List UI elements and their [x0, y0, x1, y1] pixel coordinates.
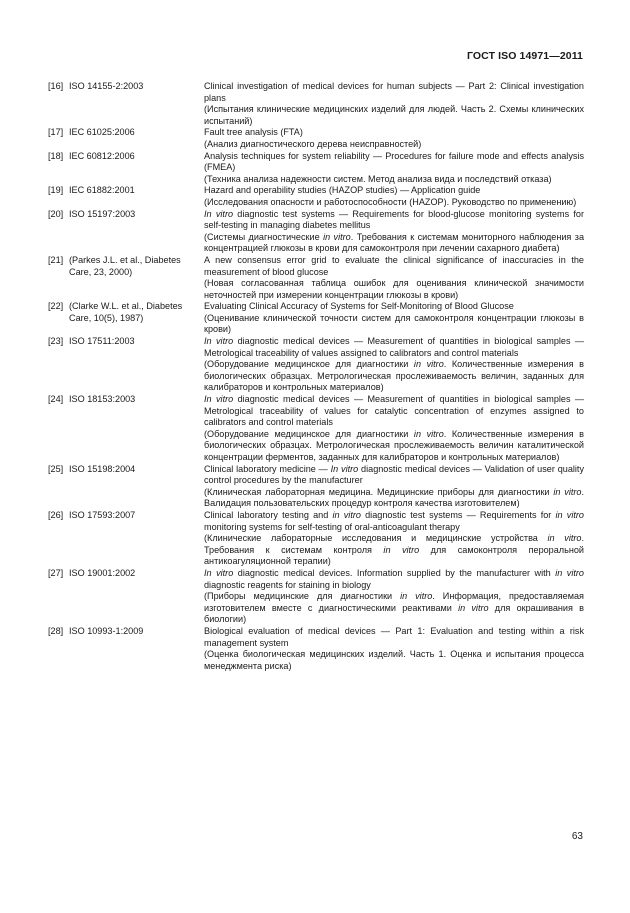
- bibliography-entry: [48, 301, 584, 336]
- standard-code: ISO 19001:2002: [69, 567, 136, 578]
- document-header: ГОСТ ISO 14971—2011: [466, 50, 583, 62]
- entry-label: [48, 127, 204, 150]
- text-segment: A new consensus error grid to evaluate the clinical significance of inaccuracies in the measurement of blood glucose: [204, 254, 584, 277]
- standard-code: IEC 61025:2006: [69, 127, 135, 138]
- text-segment: . Количественные измерения в биологических образцах. Метрологическая прослеживаемость величин, заданных для калибраторов и контрольных материалов): [204, 359, 584, 393]
- entry-text: [204, 185, 584, 208]
- text-segment: In vitro: [330, 463, 359, 474]
- entry-label: [48, 301, 204, 336]
- text-segment: diagnostic medical devices — Measurement of quantities in biological samples — Metrological traceability of values for catalytic concentration of enzymes assigned to calibrators and control materials: [204, 394, 585, 428]
- text-segment: Fault tree analysis (FTA): [204, 127, 303, 138]
- text-segment: Hazard and operability studies (HAZOP studies) — Application guide: [204, 185, 481, 196]
- entry-label: [48, 464, 204, 510]
- entry-label: [48, 394, 204, 464]
- entry-number: [24]: [48, 394, 64, 405]
- text-segment: in vitro: [555, 567, 584, 578]
- text-segment: diagnostic medical devices — Validation of user quality control procedures by the manufacturer: [204, 463, 584, 486]
- bibliography-entry: [48, 151, 584, 186]
- standard-code: ISO 18153:2003: [69, 394, 136, 405]
- text-segment: . Валидация пользовательских процедур контроля качества изготовителем): [204, 486, 584, 509]
- text-segment: diagnostic test systems — Requirements for blood-glucose monitoring systems for self-testing in managing diabetes mellitus: [204, 208, 584, 231]
- entry-text: [204, 255, 584, 301]
- entry-number: [23]: [48, 336, 64, 347]
- russian-title: [204, 533, 584, 568]
- entry-label: [48, 209, 204, 255]
- standard-code: (Parkes J.L. et al., Diabetes Care, 23, 2000): [69, 254, 181, 277]
- standard-code: IEC 61882:2001: [69, 185, 135, 196]
- text-segment: . Требования к системам контроля: [204, 533, 584, 555]
- entry-text: [204, 301, 584, 336]
- text-segment: (Системы диагностические: [204, 231, 324, 242]
- text-segment: (Оборудование медицинское для диагностики: [204, 359, 414, 370]
- entry-number: [19]: [48, 185, 64, 196]
- text-segment: . Требования к системам мониторного наблюдения за концентрацией глюкозы в крови для самоконтроля при лечении сахарного диабета): [204, 231, 585, 254]
- text-segment: Clinical investigation of medical devices for human subjects — Part 2: Clinical investigation plans: [204, 81, 584, 103]
- text-segment: (Клинические лабораторные исследования и медицинские устройства: [204, 533, 548, 544]
- entry-label: [48, 185, 204, 208]
- text-segment: Clinical laboratory medicine —: [204, 463, 331, 474]
- bibliography-entry: [48, 127, 584, 150]
- bibliography-entry: [48, 626, 584, 672]
- entry-number: [21]: [48, 254, 64, 265]
- text-segment: diagnostic medical devices — Measurement of quantities in biological samples — Metrological traceability of values assigned to calibrators and control materials: [204, 336, 585, 358]
- text-segment: in vitro: [413, 428, 444, 439]
- text-segment: (Новая согласованная таблица ошибок для оценивания клинической значимости неточностей при измерении концентрации глюкозы в крови): [204, 278, 584, 300]
- text-segment: Biological evaluation of medical devices — Part 1: Evaluation and testing within a risk management system: [204, 625, 584, 648]
- english-title: [204, 209, 584, 232]
- text-segment: (Клиническая лабораторная медицина. Медицинские приборы для диагностики: [204, 486, 554, 497]
- text-segment: (Оборудование медицинское для диагностики: [204, 428, 414, 439]
- russian-title: [204, 139, 584, 151]
- text-segment: monitoring systems for self-testing of oral-anticoagulant therapy: [204, 521, 460, 532]
- english-title: [204, 255, 584, 278]
- english-title: [204, 394, 584, 429]
- russian-title: [204, 278, 584, 301]
- entry-text: [204, 336, 584, 394]
- english-title: [204, 127, 584, 139]
- russian-title: [204, 359, 584, 394]
- text-segment: in vitro: [458, 602, 489, 613]
- english-title: [204, 336, 584, 359]
- text-segment: Clinical laboratory testing and: [204, 509, 333, 520]
- russian-title: [204, 104, 584, 127]
- russian-title: [204, 429, 584, 464]
- russian-title: [204, 174, 584, 186]
- entry-label: [48, 568, 204, 626]
- standard-code: ISO 14155-2:2003: [69, 81, 144, 91]
- entry-label: [48, 510, 204, 568]
- english-title: [204, 510, 584, 533]
- entry-text: [204, 394, 584, 464]
- text-segment: (Анализ диагностического дерева неисправностей): [204, 138, 422, 149]
- text-segment: (Оценка биологическая медицинских изделий. Часть 1. Оценка и испытания процесса менеджмента риска): [204, 649, 584, 671]
- entry-label: [48, 336, 204, 394]
- text-segment: in vitro: [332, 509, 361, 520]
- text-segment: Analysis techniques for system reliability — Procedures for failure mode and effects analysis (FMEA): [204, 150, 584, 173]
- english-title: [204, 81, 584, 104]
- text-segment: (Приборы медицинские для диагностики: [204, 591, 401, 602]
- standard-code: ISO 15197:2003: [69, 208, 136, 219]
- text-segment: In vitro: [204, 567, 234, 578]
- entry-number: [28]: [48, 625, 64, 636]
- text-segment: in vitro: [555, 509, 584, 520]
- russian-title: [204, 313, 584, 336]
- text-segment: In vitro: [204, 208, 234, 219]
- bibliography-entry: [48, 81, 584, 127]
- text-segment: . Информация, предоставляемая изготовителем вместе с диагностическими реактивами: [204, 591, 584, 613]
- entry-number: [26]: [48, 509, 64, 520]
- standard-code: ISO 10993-1:2009: [69, 625, 144, 636]
- text-segment: in vitro: [323, 231, 351, 242]
- entry-text: [204, 151, 584, 186]
- standard-code: (Clarke W.L. et al., Diabetes Care, 10(5), 1987): [69, 301, 183, 323]
- entry-label: [48, 151, 204, 186]
- entry-text: [204, 568, 584, 626]
- bibliography-entry: [48, 209, 584, 255]
- bibliography-list: [48, 81, 584, 672]
- entry-number: [25]: [48, 463, 64, 474]
- standard-code: ISO 17511:2003: [69, 336, 135, 347]
- english-title: [204, 464, 584, 487]
- entry-label: [48, 626, 204, 672]
- russian-title: [204, 487, 584, 510]
- text-segment: Evaluating Clinical Accuracy of Systems for Self-Monitoring of Blood Glucose: [204, 301, 514, 312]
- english-title: [204, 151, 584, 174]
- entry-number: [17]: [48, 127, 64, 138]
- text-segment: in vitro: [400, 591, 433, 602]
- english-title: [204, 301, 584, 313]
- text-segment: In vitro: [204, 336, 234, 347]
- text-segment: In vitro: [204, 394, 234, 405]
- bibliography-entry: [48, 255, 584, 301]
- standard-code: ISO 17593:2007: [69, 509, 136, 520]
- standard-code: IEC 60812:2006: [69, 150, 135, 161]
- text-segment: in vitro: [553, 486, 582, 497]
- bibliography-entry: [48, 185, 584, 208]
- text-segment: diagnostic test systems — Requirements for: [360, 509, 556, 520]
- english-title: [204, 626, 584, 649]
- text-segment: in vitro: [413, 359, 444, 370]
- text-segment: (Испытания клинические медицинских изделий для людей. Часть 2. Схемы клинических испытаний): [204, 104, 584, 126]
- text-segment: diagnostic reagents for staining in biology: [204, 579, 371, 590]
- entry-text: [204, 81, 584, 127]
- text-segment: для окрашивания в биологии): [204, 602, 584, 625]
- bibliography-entry: [48, 510, 584, 568]
- entry-text: [204, 209, 584, 255]
- entry-number: [18]: [48, 150, 64, 161]
- entry-text: [204, 510, 584, 568]
- standard-code: ISO 15198:2004: [69, 463, 136, 474]
- text-segment: (Исследования опасности и работоспособности (HAZOP). Руководство по применению): [204, 196, 577, 207]
- russian-title: [204, 197, 584, 209]
- russian-title: [204, 649, 584, 672]
- english-title: [204, 568, 584, 591]
- page-number: 63: [571, 831, 583, 842]
- entry-text: [204, 464, 584, 510]
- entry-label: [48, 255, 204, 301]
- entry-label: [48, 81, 204, 127]
- text-segment: (Техника анализа надежности систем. Метод анализа вида и последствий отказа): [204, 173, 552, 184]
- entry-text: [204, 127, 584, 150]
- english-title: [204, 185, 584, 197]
- text-segment: in vitro: [383, 544, 420, 555]
- bibliography-entry: [48, 568, 584, 626]
- russian-title: [204, 591, 584, 626]
- text-segment: для самоконтроля пероральной антикоагуляционной терапии): [204, 544, 585, 567]
- text-segment: (Оценивание клинической точности систем для самоконтроля концентрации глюкозы в крови): [204, 312, 584, 335]
- text-segment: in vitro: [547, 533, 582, 544]
- bibliography-entry: [48, 464, 584, 510]
- entry-number: [16]: [48, 81, 64, 91]
- entry-number: [27]: [48, 567, 64, 578]
- entry-number: [20]: [48, 208, 64, 219]
- bibliography-entry: [48, 336, 584, 394]
- entry-number: [22]: [48, 301, 64, 312]
- text-segment: . Количественные измерения в биологических образцах. Метрологическая прослеживаемость величин каталитической концентрации ферментов, заданных для калибраторов и контрольных материалов): [204, 428, 584, 462]
- entry-text: [204, 626, 584, 672]
- text-segment: diagnostic medical devices. Information supplied by the manufacturer with: [233, 567, 556, 578]
- russian-title: [204, 232, 584, 255]
- bibliography-entry: [48, 394, 584, 464]
